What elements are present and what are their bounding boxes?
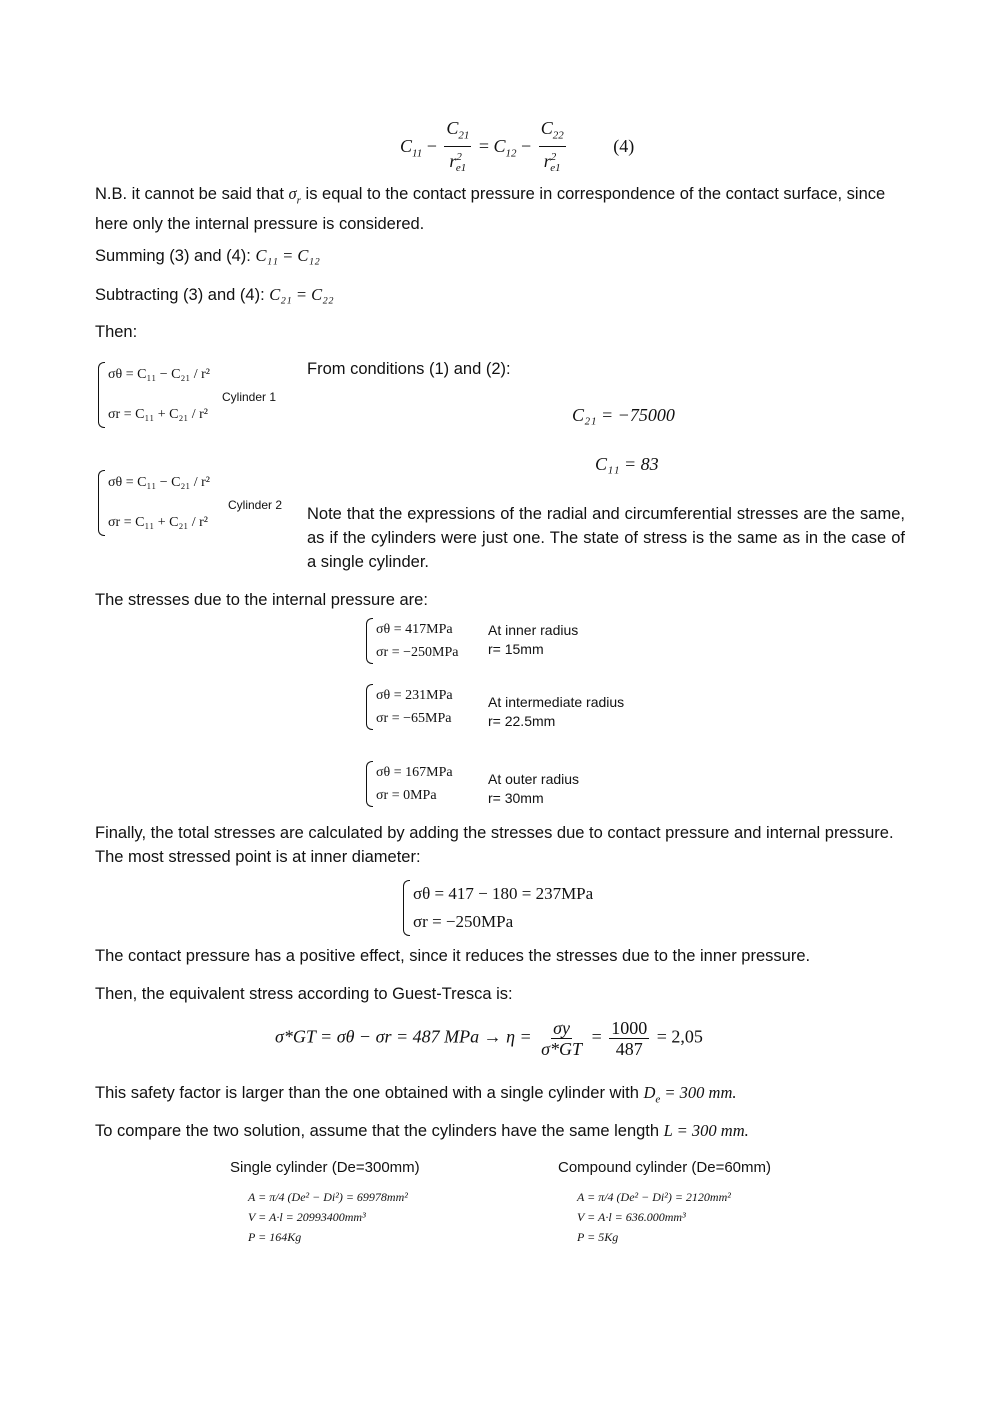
tresca-frac-values: $\frac{1000}{487}$ xyxy=(611,1018,648,1059)
total-stress-system: σθ = 417 − 180 = 237MPa σr = −250MPa xyxy=(403,880,593,936)
contact-positive-line: The contact pressure has a positive effect, since it reduces the stresses due to the inner pressure. xyxy=(95,947,811,965)
cylinder2-system xyxy=(98,470,210,536)
cyl2-r-row: σr = C₁₁ + C₂₁ / r² xyxy=(108,515,208,530)
from-conditions: From conditions (1) and (2): xyxy=(307,360,511,378)
equation-4: $C_{11}$ − $\frac{C_{21}}{r^2_{e1}}$ = $C_{12}$ − $\frac{C_{22}}{r^2_{e1}}$ (4) xyxy=(400,118,634,178)
subtracting-line: Subtracting (3) and (4): C₂₁ = C₂₂ xyxy=(95,285,334,304)
stress-label-intermediate: At intermediate radius r= 22.5mm xyxy=(488,694,625,729)
single-cylinder-title: Single cylinder (De=300mm) xyxy=(230,1159,420,1176)
stress-label-outer: At outer radius r= 30mm xyxy=(488,771,580,806)
tresca-equation: σ*GT = σθ − σr = 487 MPa → η = $\frac{\sigma y}{\sigma*GT}$ = $\frac{1000}{487}$ = 2,05 xyxy=(275,1018,703,1059)
eq4-tag: (4) xyxy=(613,136,635,157)
nb-sigma-r: $\sigma_r$ xyxy=(288,184,301,207)
cylinder1-system xyxy=(98,362,210,428)
then-line: Then: xyxy=(95,323,138,341)
finally-paragraph: Finally, the total stresses are calculated by adding the stresses due to contact pressure and internal pressure. The most stressed point is at inner diameter: xyxy=(95,824,894,866)
cyl1-r-row: σr = C₁₁ + C₂₁ / r² xyxy=(108,407,208,422)
compound-cylinder-title: Compound cylinder (De=60mm) xyxy=(558,1159,772,1176)
eq4-c12: $C_{12}$ xyxy=(493,136,517,160)
stress-set-inner: σθ = 417MPa σr = −250MPa xyxy=(366,618,458,664)
stress-label-inner: At inner radius r= 15mm xyxy=(488,622,579,657)
tresca-frac-sigma: $\frac{\sigma y}{\sigma*GT}$ xyxy=(541,1018,583,1059)
note-same-paragraph: Note that the expressions of the radial and circumferential stresses are the same, as if the cylinders were just one. The state of stress is the same as in the case of a single cylinder. xyxy=(307,505,905,571)
eq4-c11: $C_{11}$ xyxy=(400,136,423,160)
compare-line: To compare the two solution, assume that the cylinders have the same length L = 300 mm. xyxy=(95,1121,749,1140)
c21-value: C₂₁ = −75000 xyxy=(572,405,675,425)
eq4-frac-right: $\frac{C_{22}}{r^2_{e1}}$ xyxy=(540,118,564,175)
stresses-internal-line: The stresses due to the internal pressure are: xyxy=(95,591,428,609)
summing-line: Summing (3) and (4): C₁₁ = C₁₂ xyxy=(95,246,320,265)
single-cylinder-calcs: A = π/4 (De² − Di²) = 69978mm² V = A·l = 20993400mm³ P = 164Kg xyxy=(248,1190,408,1244)
safety-factor-line: This safety factor is larger than the one obtained with a single cylinder with $D_e = 300$ mm. xyxy=(95,1083,737,1106)
c11-value: C₁₁ = 83 xyxy=(595,454,659,474)
nb-paragraph: N.B. it cannot be said that $\sigma_r$ is equal to the contact pressure in correspondence of the contact surface, since here only the internal pressure is considered. xyxy=(95,184,886,234)
equivalent-line: Then, the equivalent stress according to Guest-Tresca is: xyxy=(95,985,513,1003)
cyl2-theta-row: σθ = C₁₁ − C₂₁ / r² xyxy=(108,475,210,490)
compound-cylinder-calcs: A = π/4 (De² − Di²) = 2120mm² V = A·l = 636.000mm³ P = 5Kg xyxy=(577,1190,731,1244)
cyl1-theta-row: σθ = C₁₁ − C₂₁ / r² xyxy=(108,367,210,382)
cylinder1-label: Cylinder 1 xyxy=(222,390,277,404)
stress-set-outer: σθ = 167MPa σr = 0MPa xyxy=(366,761,453,807)
cylinder2-label: Cylinder 2 xyxy=(228,498,283,512)
eq4-frac-left: $\frac{C_{21}}{r^2_{e1}}$ xyxy=(446,118,470,175)
stress-set-intermediate: σθ = 231MPa σr = −65MPa xyxy=(366,684,453,730)
